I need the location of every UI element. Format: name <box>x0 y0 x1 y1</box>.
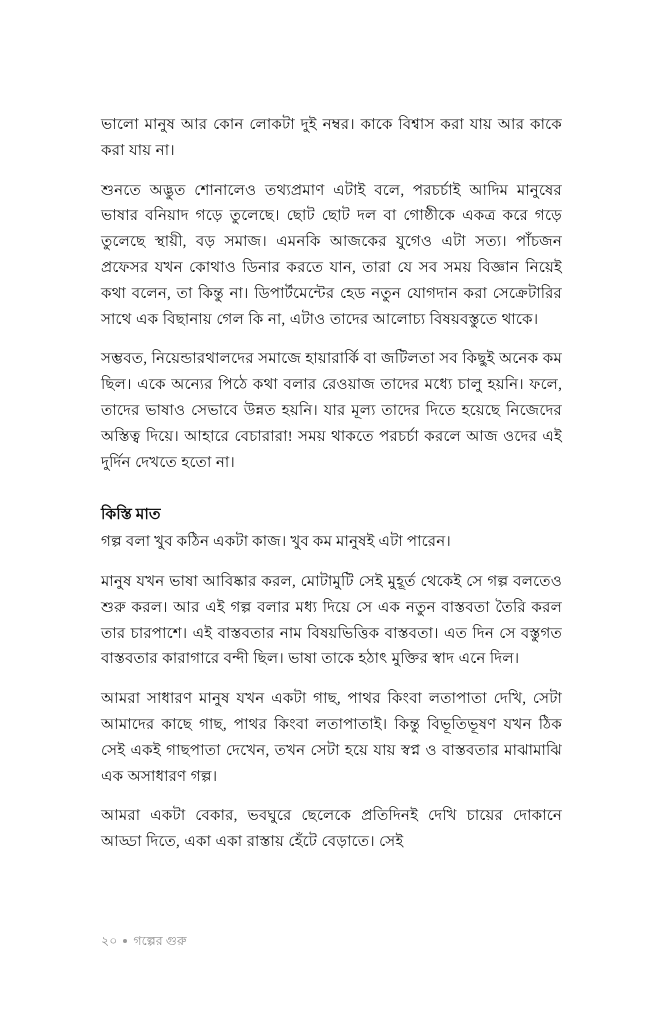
page-footer <box>101 932 187 950</box>
text-column <box>101 112 562 855</box>
book-title: গল্পের গুরু <box>133 934 187 948</box>
paragraph: মানুষ যখন ভাষা আবিষ্কার করল, মোটামুটি সেই মুহূর্ত থেকেই সে গল্প বলতেও শুরু করল। আর এই গল্প বলার মধ্য দিয়ে সে এক নতুন বাস্তবতা তৈরি করল তার চারপাশে। এই বাস্তবতার নাম বিষয়ভিত্তিক বাস্তবতা। এত দিন সে বস্তুগত বাস্তবতার কারাগারে বন্দী ছিল। ভাষা তাকে হঠাৎ মুক্তির স্বাদ এনে দিল। <box>101 572 562 668</box>
section-block <box>101 502 562 855</box>
section-intro-paragraph: গল্প বলা খুব কঠিন একটা কাজ। খুব কম মানুষই এটা পারেন। <box>101 533 451 551</box>
page-number: ২০ <box>101 934 118 948</box>
paragraph: আমরা সাধারণ মানুষ যখন একটা গাছ, পাথর কিংবা লতাপাতা দেখি, সেটা আমাদের কাছে গাছ, পাথর কিংবা লতাপাতাই। কিন্তু বিভূতিভূষণ যখন ঠিক সেই একই গাছপাতা দেখেন, তখন সেটা হয়ে যায় স্বপ্ন ও বাস্তবতার মাঝামাঝি এক অসাধারণ গল্প। <box>101 690 562 785</box>
paragraph: শুনতে অদ্ভুত শোনালেও তথ্যপ্রমাণ এটাই বলে, পরচর্চাই আদিম মানুষের ভাষার বনিয়াদ গড়ে তুলেছে। ছোট ছোট দল বা গোষ্ঠীকে একত্র করে গড়ে তুলেছে স্থায়ী, বড় সমাজ। এমনকি আজকের যুগেও এটা সত্য। পাঁচজন প্রফেসর যখন কোথাও ডিনার করতে যান, তারা যে সব সময় বিজ্ঞান নিয়েই কথা বলেন, তা কিন্তু না। ডিপার্টমেন্টের হেড নতুন যোগদান করা সেক্রেটারির সাথে এক বিছানায় গেল কি না, এটাও তাদের আলোচ্য বিষয়বস্তুতে থাকে। <box>101 181 562 328</box>
paragraph: ভালো মানুষ আর কোন লোকটা দুই নম্বর। কাকে বিশ্বাস করা যায় আর কাকে করা যায় না। <box>101 116 562 159</box>
bullet-dot-icon <box>123 939 127 943</box>
paragraph: আমরা একটা বেকার, ভবঘুরে ছেলেকে প্রতিদিনই দেখি চায়ের দোকানে আড্ডা দিতে, একা একা রাস্তায় হেঁটে বেড়াতে। সেই <box>101 807 562 851</box>
paragraph: সম্ভবত, নিয়েন্ডারথালদের সমাজে হায়ারার্কি বা জটিলতা সব কিছুই অনেক কম ছিল। একে অন্যের পিঠে কথা বলার রেওয়াজ তাদের মধ্যে চালু হয়নি। ফলে, তাদের ভাষাও সেভাবে উন্নত হয়নি। যার মূল্য তাদের দিতে হয়েছে নিজেদের অস্তিত্ব দিয়ে। আহারে বেচারারা! সময় থাকতে পরচর্চা করলে আজ ওদের এই দুর্দিন দেখতে হতো না। <box>101 350 562 471</box>
section-heading: কিস্তি মাত <box>101 506 161 524</box>
